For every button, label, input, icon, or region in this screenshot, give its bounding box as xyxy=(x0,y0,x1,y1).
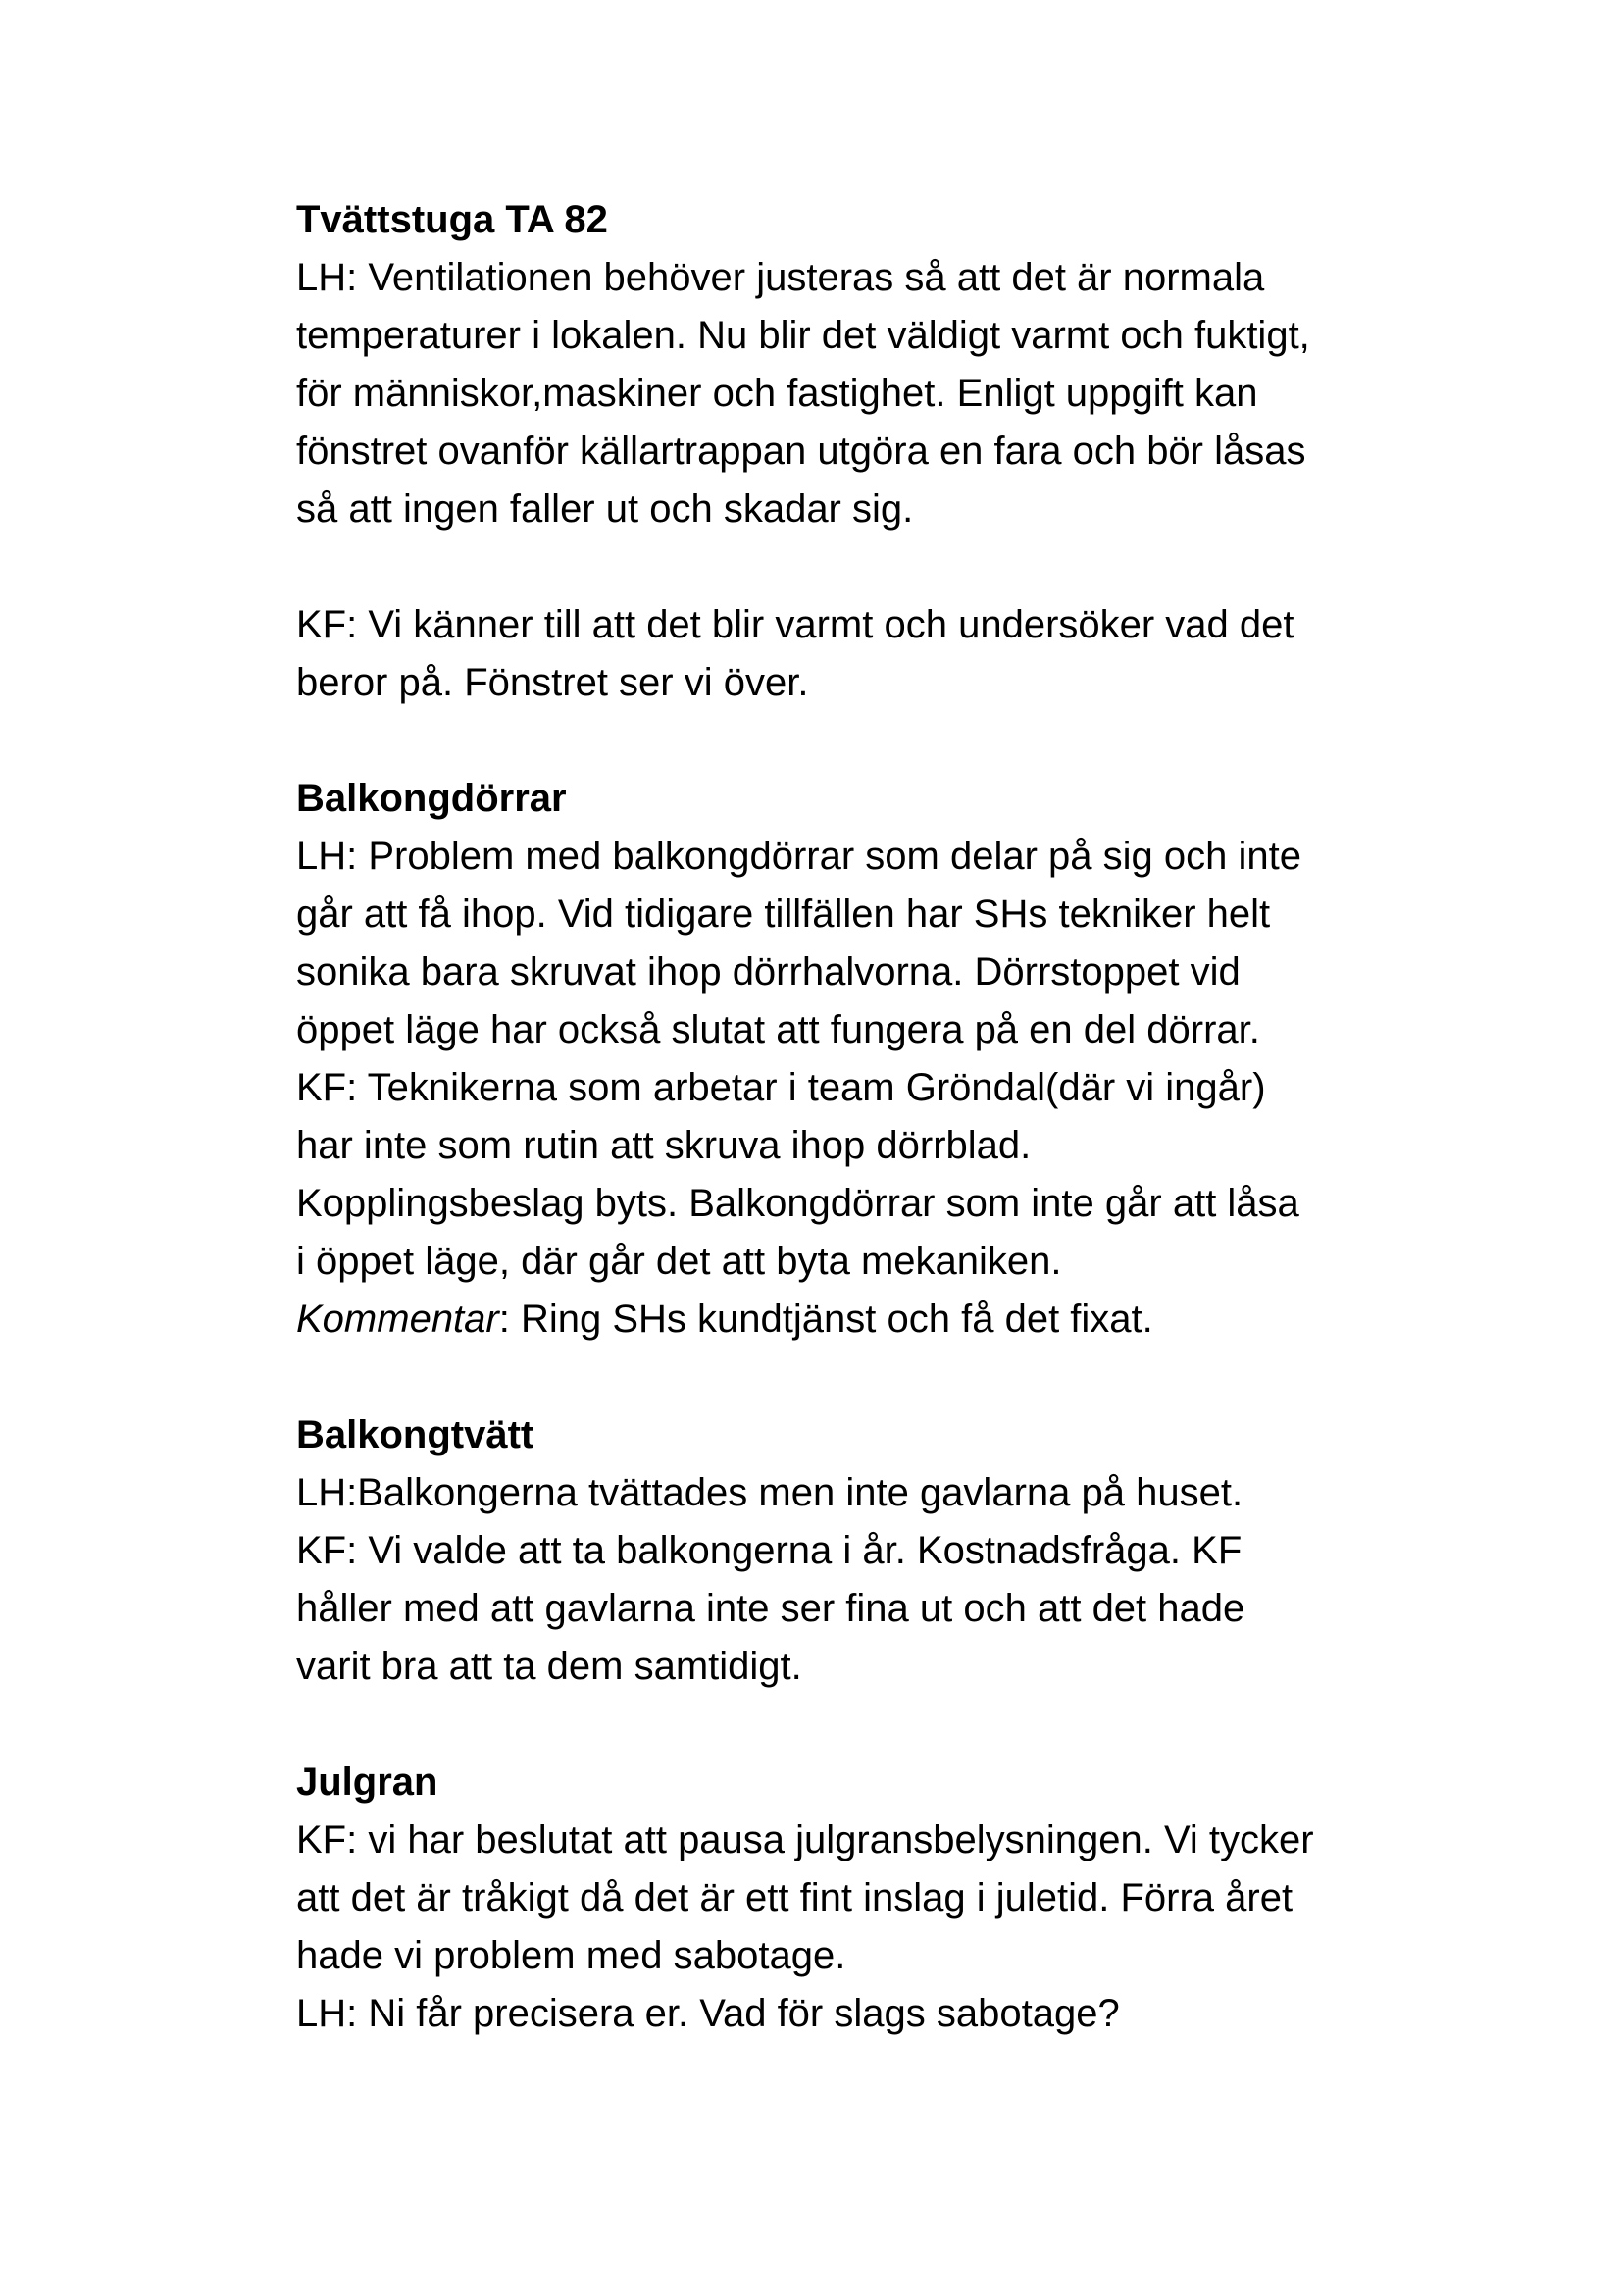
section-julgran xyxy=(296,1754,1473,2043)
text-line: sonika bara skruvat ihop dörrhalvorna. Dörrstoppet vid xyxy=(296,950,1241,994)
text-line: öppet läge har också slutat att fungera på en del dörrar. xyxy=(296,1008,1260,1051)
document-page xyxy=(296,191,1473,2043)
section-heading: Balkongdörrar xyxy=(296,777,567,820)
section-balkongdorrar xyxy=(296,770,1473,1349)
text-line: KF: Teknikerna som arbetar i team Gröndal(där vi ingår) xyxy=(296,1066,1266,1109)
text-line: så att ingen faller ut och skadar sig. xyxy=(296,487,914,531)
section-tvattstuga xyxy=(296,191,1473,712)
comment-line xyxy=(296,1291,1473,1349)
paragraph-lh xyxy=(296,828,1473,1059)
text-line: LH: Problem med balkongdörrar som delar på sig och inte xyxy=(296,835,1301,878)
text-line: har inte som rutin att skruva ihop dörrblad. xyxy=(296,1124,1032,1167)
section-heading: Julgran xyxy=(296,1760,438,1804)
text-line: Kopplingsbeslag byts. Balkongdörrar som inte går att låsa xyxy=(296,1182,1299,1225)
paragraph-kf xyxy=(296,1522,1473,1696)
text-line: att det är tråkigt då det är ett fint inslag i juletid. Förra året xyxy=(296,1876,1294,1919)
text-line: varit bra att ta dem samtidigt. xyxy=(296,1645,802,1688)
section-heading: Tvättstuga TA 82 xyxy=(296,198,608,241)
text-line: LH: Ni får precisera er. Vad för slags sabotage? xyxy=(296,1992,1120,2035)
paragraph-lh xyxy=(296,1464,1473,1522)
paragraph-lh xyxy=(296,249,1473,538)
text-line: fönstret ovanför källartrappan utgöra en fara och bör låsas xyxy=(296,430,1306,473)
text-line: temperaturer i lokalen. Nu blir det väldigt varmt och fuktigt, xyxy=(296,314,1310,357)
paragraph-kf xyxy=(296,1059,1473,1291)
paragraph-kf xyxy=(296,1811,1473,1985)
text-line: LH: Ventilationen behöver justeras så att det är normala xyxy=(296,256,1265,299)
text-line: LH:Balkongerna tvättades men inte gavlarna på huset. xyxy=(296,1471,1243,1514)
paragraph-kf xyxy=(296,596,1473,712)
comment-text: : Ring SHs kundtjänst och få det fixat. xyxy=(498,1298,1153,1341)
paragraph-lh xyxy=(296,1985,1473,2043)
text-line: för människor,maskiner och fastighet. Enligt uppgift kan xyxy=(296,372,1258,415)
text-line: KF: Vi känner till att det blir varmt och undersöker vad det xyxy=(296,603,1294,646)
text-line: KF: vi har beslutat att pausa julgransbelysningen. Vi tycker xyxy=(296,1818,1314,1861)
section-balkongtvatt xyxy=(296,1406,1473,1696)
comment-label: Kommentar xyxy=(296,1298,499,1341)
text-line: i öppet läge, där går det att byta mekaniken. xyxy=(296,1240,1062,1283)
text-line: hade vi problem med sabotage. xyxy=(296,1934,846,1977)
section-heading: Balkongtvätt xyxy=(296,1413,534,1456)
text-line: KF: Vi valde att ta balkongerna i år. Kostnadsfråga. KF xyxy=(296,1529,1243,1572)
text-line: beror på. Fönstret ser vi över. xyxy=(296,661,809,704)
text-line: håller med att gavlarna inte ser fina ut och att det hade xyxy=(296,1587,1245,1630)
paragraph-comment xyxy=(296,1291,1473,1349)
text-line: går att få ihop. Vid tidigare tillfällen har SHs tekniker helt xyxy=(296,892,1271,936)
